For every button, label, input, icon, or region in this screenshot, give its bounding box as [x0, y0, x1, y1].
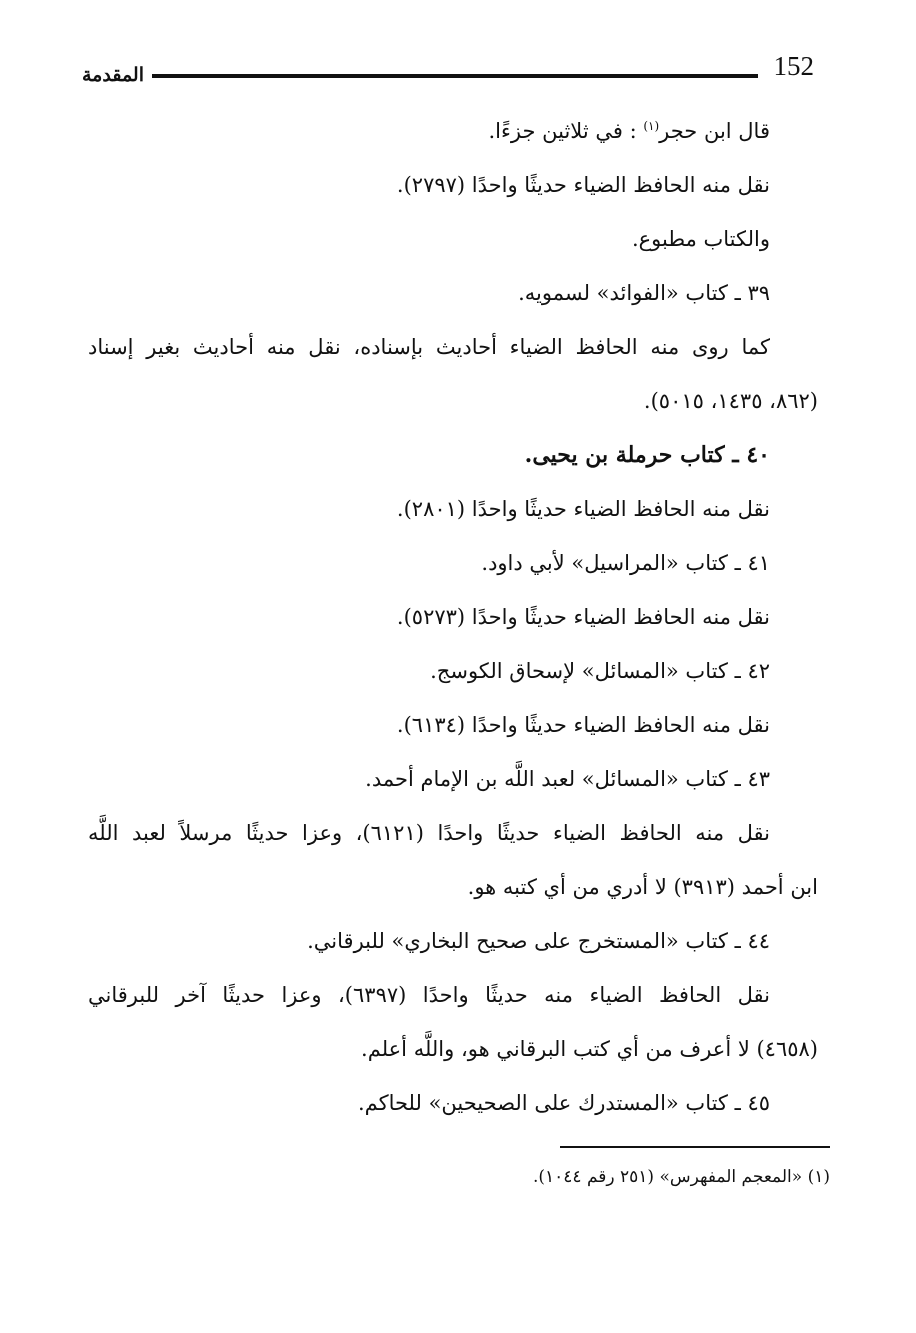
text-line: والكتاب مطبوع.	[631, 227, 770, 251]
body-text	[88, 104, 828, 1130]
entry-heading-43: ٤٣ ـ كتاب «المسائل» لعبد اللَّه بن الإمام أحمد.	[365, 767, 770, 791]
footnote-marker: (١)	[643, 119, 660, 133]
entry-heading-45: ٤٥ ـ كتاب «المستدرك على الصحيحين» للحاكم.	[357, 1091, 770, 1115]
header-rule	[152, 74, 758, 78]
text-line: نقل الحافظ الضياء منه حديثًا واحدًا (٦٣٩٧)، وعزا حديثًا آخر للبرقاني	[88, 983, 771, 1007]
text-line: (٤٦٥٨) لا أعرف من أي كتب البرقاني هو، واللَّه أعلم.	[361, 1037, 818, 1061]
page-number: 152	[773, 51, 814, 81]
entry-heading-40: ٤٠ ـ كتاب حرملة بن يحيى.	[524, 442, 770, 468]
text-line: نقل منه الحافظ الضياء حديثًا واحدًا (٦١٣٤).	[396, 713, 770, 737]
entry-heading-44: ٤٤ ـ كتاب «المستخرج على صحيح البخاري» للبرقاني.	[307, 929, 770, 953]
entry-heading-42: ٤٢ ـ كتاب «المسائل» لإسحاق الكوسج.	[430, 659, 770, 683]
entry-heading-41: ٤١ ـ كتاب «المراسيل» لأبي داود.	[481, 551, 770, 575]
text-line: ابن أحمد (٣٩١٣) لا أدري من أي كتبه هو.	[467, 875, 818, 899]
running-title: المقدمة	[82, 64, 145, 86]
text-line: نقل منه الحافظ الضياء حديثًا واحدًا (٢٧٩٧).	[396, 173, 770, 197]
page-header	[80, 50, 820, 90]
entry-heading-39: ٣٩ ـ كتاب «الفوائد» لسمويه.	[518, 281, 770, 305]
footnote-rule	[560, 1146, 830, 1148]
text-line: (٨٦٢، ١٤٣٥، ٥٠١٥).	[643, 389, 818, 413]
footnote: (١) «المعجم المفهرس» (٢٥١ رقم ١٠٤٤).	[532, 1167, 830, 1187]
text-line: نقل منه الحافظ الضياء حديثًا واحدًا (٦١٢١)، وعزا حديثًا مرسلاً لعبد اللَّه	[88, 821, 770, 845]
text-line: نقل منه الحافظ الضياء حديثًا واحدًا (٥٢٧٣).	[396, 605, 770, 629]
text-line: قال ابن حجر$^{(١)}$ : في ثلاثين جزءًا.	[488, 119, 770, 143]
text-line: كما روى منه الحافظ الضياء أحاديث بإسناده، نقل منه أحاديث بغير إسناد	[88, 335, 770, 359]
text-line: نقل منه الحافظ الضياء حديثًا واحدًا (٢٨٠١).	[396, 497, 770, 521]
